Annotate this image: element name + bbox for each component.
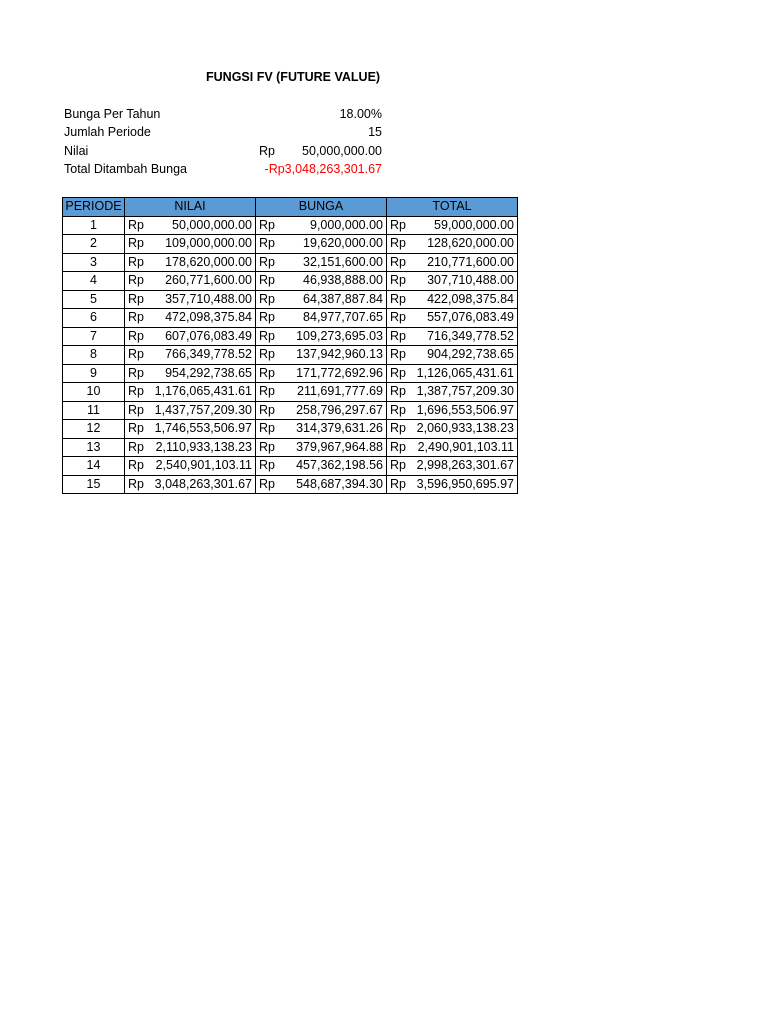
info-row-bunga (64, 107, 382, 125)
currency-label: Rp (259, 291, 275, 306)
cell-bunga[interactable] (256, 253, 387, 272)
cell-nilai[interactable] (125, 457, 256, 476)
nilai-amount: 1,746,553,506.97 (154, 421, 252, 435)
cell-bunga[interactable] (256, 235, 387, 254)
bunga-amount: 84,977,707.65 (303, 310, 383, 324)
periode-label: Jumlah Periode (64, 125, 151, 139)
total-amount: 716,349,778.52 (427, 328, 514, 343)
nilai-label: Nilai (64, 144, 89, 158)
cell-total[interactable] (387, 420, 518, 439)
cell-total[interactable] (387, 457, 518, 476)
cell-bunga[interactable] (256, 327, 387, 346)
header-periode[interactable]: PERIODE (63, 198, 125, 217)
cell-total[interactable] (387, 272, 518, 291)
table-row (63, 309, 518, 328)
nilai-currency: Rp (259, 144, 275, 158)
nilai-amount: 178,620,000.00 (165, 254, 252, 269)
cell-periode[interactable]: 8 (63, 346, 125, 365)
bunga-amount: 379,967,964.88 (296, 439, 383, 454)
cell-total[interactable] (387, 327, 518, 346)
cell-total[interactable] (387, 235, 518, 254)
bunga-amount: 46,938,888.00 (303, 273, 383, 287)
cell-nilai[interactable] (125, 327, 256, 346)
bunga-amount: 548,687,394.30 (296, 476, 383, 491)
currency-label: Rp (390, 236, 406, 250)
currency-label: Rp (259, 347, 275, 361)
cell-nilai[interactable] (125, 253, 256, 272)
currency-label: Rp (390, 254, 406, 269)
cell-total[interactable] (387, 475, 518, 494)
bunga-amount: 9,000,000.00 (310, 217, 383, 232)
cell-periode[interactable]: 4 (63, 272, 125, 291)
bunga-amount: 258,796,297.67 (296, 402, 383, 417)
nilai-amount: 954,292,738.65 (165, 365, 252, 380)
currency-label: Rp (390, 273, 406, 287)
cell-periode[interactable]: 6 (63, 309, 125, 328)
currency-label: Rp (259, 254, 275, 269)
currency-label: Rp (390, 347, 406, 361)
currency-label: Rp (259, 439, 275, 454)
cell-periode[interactable]: 1 (63, 216, 125, 235)
currency-label: Rp (390, 328, 406, 343)
info-row-nilai (64, 144, 382, 162)
cell-total[interactable] (387, 383, 518, 402)
currency-label: Rp (259, 217, 275, 232)
currency-label: Rp (128, 291, 144, 306)
nilai-amount: 2,110,933,138.23 (155, 439, 252, 454)
cell-bunga[interactable] (256, 401, 387, 420)
currency-label: Rp (390, 402, 406, 417)
table-row (63, 401, 518, 420)
table-header-row (63, 198, 518, 217)
total-amount: 2,490,901,103.11 (417, 439, 514, 454)
table-row (63, 457, 518, 476)
periode-value[interactable]: 15 (368, 125, 382, 139)
cell-bunga[interactable] (256, 475, 387, 494)
cell-periode[interactable]: 10 (63, 383, 125, 402)
bunga-amount: 137,942,960.13 (296, 347, 383, 361)
nilai-amount: 766,349,778.52 (165, 347, 252, 361)
cell-nilai[interactable] (125, 309, 256, 328)
currency-label: Rp (128, 347, 144, 361)
cell-periode[interactable]: 13 (63, 438, 125, 457)
total-amount: 2,060,933,138.23 (416, 421, 514, 435)
cell-total[interactable] (387, 290, 518, 309)
total-amount: 307,710,488.00 (427, 273, 514, 287)
total-amount: 128,620,000.00 (427, 236, 514, 250)
cell-periode[interactable]: 3 (63, 253, 125, 272)
cell-nilai[interactable] (125, 290, 256, 309)
bunga-value[interactable]: 18.00% (339, 107, 382, 121)
currency-label: Rp (259, 310, 275, 324)
cell-bunga[interactable] (256, 346, 387, 365)
table-row (63, 364, 518, 383)
cell-total[interactable] (387, 438, 518, 457)
cell-nilai[interactable] (125, 272, 256, 291)
currency-label: Rp (128, 328, 144, 343)
nilai-amount: 1,176,065,431.61 (154, 384, 252, 398)
cell-total[interactable] (387, 346, 518, 365)
header-bunga[interactable]: BUNGA (256, 198, 387, 217)
cell-nilai[interactable] (125, 383, 256, 402)
cell-bunga[interactable] (256, 383, 387, 402)
bunga-amount: 211,691,777.69 (297, 384, 383, 398)
currency-label: Rp (259, 458, 275, 472)
currency-label: Rp (259, 402, 275, 417)
cell-bunga[interactable] (256, 216, 387, 235)
total-amount: 1,696,553,506.97 (416, 402, 514, 417)
currency-label: Rp (390, 291, 406, 306)
fv-table (62, 197, 518, 494)
cell-periode[interactable]: 7 (63, 327, 125, 346)
sheet-title: FUNGSI FV (FUTURE VALUE) (206, 70, 381, 84)
cell-bunga[interactable] (256, 290, 387, 309)
total-label: Total Ditambah Bunga (64, 162, 187, 176)
nilai-amount: 607,076,083.49 (165, 328, 252, 343)
total-value[interactable]: -Rp3,048,263,301.67 (264, 162, 382, 176)
total-amount: 557,076,083.49 (427, 310, 514, 324)
cell-bunga[interactable] (256, 457, 387, 476)
cell-nilai[interactable] (125, 420, 256, 439)
currency-label: Rp (128, 254, 144, 269)
table-row (63, 327, 518, 346)
cell-bunga[interactable] (256, 272, 387, 291)
cell-nilai[interactable] (125, 235, 256, 254)
cell-nilai[interactable] (125, 364, 256, 383)
info-row-periode (64, 125, 382, 143)
table-row (63, 235, 518, 254)
currency-label: Rp (128, 476, 144, 491)
total-amount: 2,998,263,301.67 (416, 458, 514, 472)
table-row (63, 420, 518, 439)
total-amount: 210,771,600.00 (427, 254, 514, 269)
currency-label: Rp (390, 365, 406, 380)
currency-label: Rp (390, 384, 406, 398)
currency-label: Rp (128, 384, 144, 398)
nilai-amount: 3,048,263,301.67 (154, 476, 252, 491)
table-row (63, 290, 518, 309)
bunga-amount: 171,772,692.96 (296, 365, 383, 380)
table-row (63, 475, 518, 494)
currency-label: Rp (128, 273, 144, 287)
cell-periode[interactable]: 2 (63, 235, 125, 254)
nilai-amount: 109,000,000.00 (165, 236, 252, 250)
cell-total[interactable] (387, 364, 518, 383)
cell-total[interactable] (387, 309, 518, 328)
bunga-amount: 64,387,887.84 (303, 291, 383, 306)
total-amount: 1,387,757,209.30 (416, 384, 514, 398)
currency-label: Rp (128, 439, 144, 454)
cell-periode[interactable]: 14 (63, 457, 125, 476)
nilai-amount: 50,000,000.00 (172, 217, 252, 232)
cell-bunga[interactable] (256, 364, 387, 383)
currency-label: Rp (128, 236, 144, 250)
currency-label: Rp (128, 365, 144, 380)
header-total[interactable]: TOTAL (387, 198, 518, 217)
currency-label: Rp (128, 458, 144, 472)
currency-label: Rp (128, 217, 144, 232)
currency-label: Rp (390, 310, 406, 324)
currency-label: Rp (128, 310, 144, 324)
header-nilai[interactable]: NILAI (125, 198, 256, 217)
currency-label: Rp (259, 365, 275, 380)
cell-bunga[interactable] (256, 309, 387, 328)
nilai-value[interactable]: 50,000,000.00 (302, 144, 382, 158)
cell-nilai[interactable] (125, 401, 256, 420)
total-amount: 1,126,065,431.61 (416, 365, 514, 380)
info-row-total (64, 162, 382, 180)
bunga-amount: 314,379,631.26 (296, 421, 383, 435)
table-row (63, 383, 518, 402)
currency-label: Rp (259, 328, 275, 343)
nilai-amount: 260,771,600.00 (165, 273, 252, 287)
total-amount: 422,098,375.84 (427, 291, 514, 306)
cell-periode[interactable]: 15 (63, 475, 125, 494)
total-amount: 59,000,000.00 (434, 217, 514, 232)
currency-label: Rp (259, 476, 275, 491)
total-amount: 904,292,738.65 (427, 347, 514, 361)
nilai-amount: 472,098,375.84 (165, 310, 252, 324)
cell-bunga[interactable] (256, 438, 387, 457)
currency-label: Rp (259, 421, 275, 435)
table-row (63, 216, 518, 235)
table-row (63, 346, 518, 365)
bunga-amount: 109,273,695.03 (296, 328, 383, 343)
bunga-amount: 32,151,600.00 (303, 254, 383, 269)
cell-nilai[interactable] (125, 475, 256, 494)
cell-total[interactable] (387, 253, 518, 272)
currency-label: Rp (259, 236, 275, 250)
bunga-amount: 19,620,000.00 (303, 236, 383, 250)
cell-periode[interactable]: 5 (63, 290, 125, 309)
cell-nilai[interactable] (125, 346, 256, 365)
nilai-amount: 2,540,901,103.11 (155, 458, 252, 472)
cell-periode[interactable]: 9 (63, 364, 125, 383)
table-row (63, 253, 518, 272)
cell-total[interactable] (387, 401, 518, 420)
nilai-amount: 357,710,488.00 (165, 291, 252, 306)
nilai-amount: 1,437,757,209.30 (154, 402, 252, 417)
table-row (63, 438, 518, 457)
bunga-label: Bunga Per Tahun (64, 107, 161, 121)
currency-label: Rp (390, 439, 406, 454)
table-body (63, 216, 518, 494)
currency-label: Rp (259, 273, 275, 287)
bunga-amount: 457,362,198.56 (296, 458, 383, 472)
cell-nilai[interactable] (125, 438, 256, 457)
currency-label: Rp (390, 217, 406, 232)
currency-label: Rp (390, 458, 406, 472)
cell-bunga[interactable] (256, 420, 387, 439)
currency-label: Rp (128, 421, 144, 435)
currency-label: Rp (128, 402, 144, 417)
table-row (63, 272, 518, 291)
currency-label: Rp (390, 476, 406, 491)
currency-label: Rp (259, 384, 275, 398)
currency-label: Rp (390, 421, 406, 435)
cell-total[interactable] (387, 216, 518, 235)
cell-nilai[interactable] (125, 216, 256, 235)
cell-periode[interactable]: 11 (63, 401, 125, 420)
cell-periode[interactable]: 12 (63, 420, 125, 439)
total-amount: 3,596,950,695.97 (416, 476, 514, 491)
